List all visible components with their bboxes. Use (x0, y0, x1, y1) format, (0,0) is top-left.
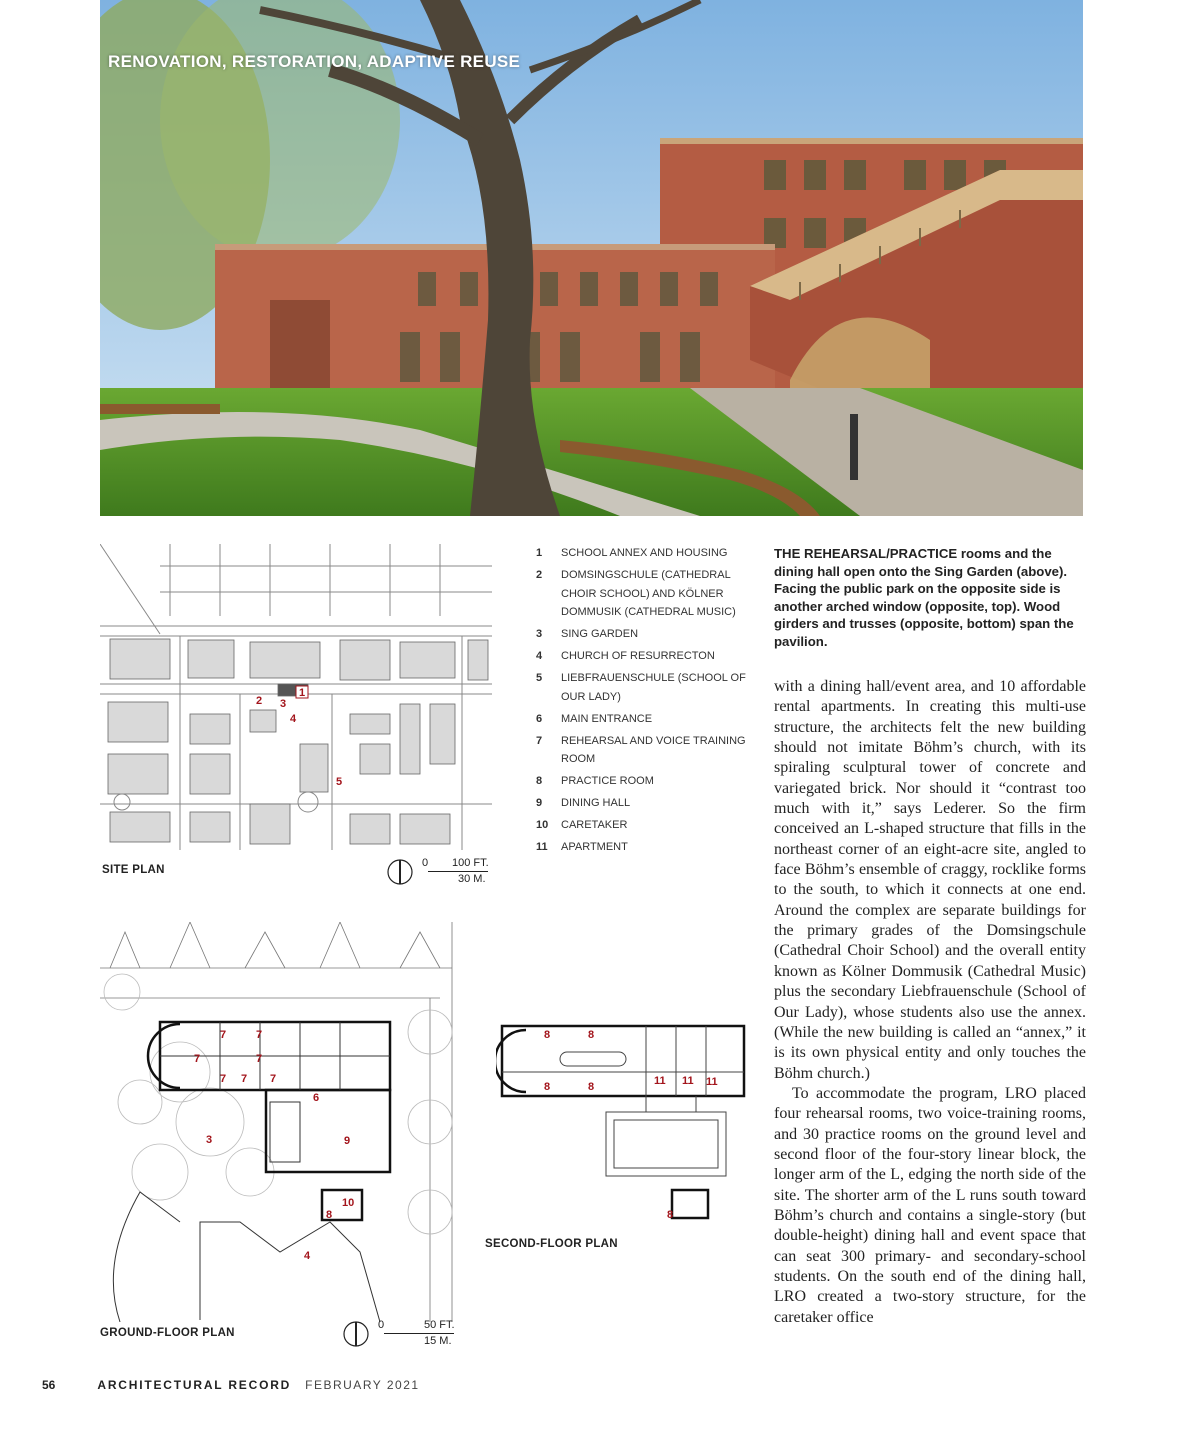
second-floor-drawing (496, 1022, 752, 1224)
legend-item: 7 REHEARSAL AND VOICE TRAINING ROOM (536, 734, 746, 765)
legend-item: 4 CHURCH OF RESURRECTON (536, 650, 715, 662)
legend-item: 6 MAIN ENTRANCE (536, 712, 653, 725)
section-tag: RENOVATION, RESTORATION, ADAPTIVE REUSE (108, 52, 521, 71)
second-marker-8e: 8 (667, 1209, 674, 1221)
body-paragraph-2: To accommodate the program, LRO placed four rehearsal rooms, two voice-training rooms, and 30 practice rooms on the ground level and second floor of the four-story linear block, the longer arm of the L, edging the north side of the site. The shorter arm of the L runs south toward Böhm’s church and contains a single-story (but double-height) dining hall and event space that can seat 300 primary- and secondary-school students. On the south end of the dining hall, LRO created a two-story structure, for the caretaker office (774, 1084, 1086, 1326)
legend-item: 1 SCHOOL ANNEX AND HOUSING (536, 547, 728, 559)
ground-marker-6: 6 (313, 1092, 320, 1104)
second-marker-8c: 8 (544, 1081, 551, 1093)
ground-marker-8: 8 (326, 1209, 333, 1221)
second-plan-label: SECOND-FLOOR PLAN (485, 1238, 618, 1250)
ground-marker-3: 3 (206, 1134, 213, 1146)
page-footer (42, 1378, 420, 1392)
ground-scale-zero: 0 (378, 1319, 385, 1331)
article-body (774, 677, 1086, 1328)
site-plan-drawing (100, 544, 492, 850)
ground-marker-7d: 7 (220, 1073, 227, 1085)
site-scale-m: 30 M. (458, 873, 486, 885)
site-marker-5: 5 (336, 776, 343, 788)
ground-scale (342, 1320, 462, 1350)
page-number: 56 (42, 1378, 56, 1392)
hero-photo (100, 0, 1083, 516)
caption-text: rooms and the dining hall open onto the Sing Garden (above). Facing the public park on the opposite side is another arched window (opposite, top). Wood girders and trusses (opposite, bottom) span the pavilion. (774, 546, 1074, 649)
caption-lead: THE REHEARSAL/PRACTICE (774, 546, 958, 561)
ground-marker-7g: 7 (256, 1053, 263, 1065)
ground-marker-10: 10 (342, 1197, 355, 1209)
site-plan-label: SITE PLAN (102, 864, 165, 876)
ground-marker-9: 9 (344, 1135, 351, 1147)
ground-floor-drawing (100, 922, 460, 1322)
legend-item: 9 DINING HALL (536, 797, 631, 809)
north-arrow-icon (386, 858, 416, 888)
issue-date: FEBRUARY 2021 (305, 1378, 420, 1392)
legend-item: 5 LIEBFRAUENSCHULE (SCHOOL OF OUR LADY) (536, 672, 746, 703)
site-scale-ft: 100 FT. (452, 857, 489, 869)
magazine-name: ARCHITECTURAL RECORD (97, 1378, 292, 1392)
ground-scale-m: 15 M. (424, 1335, 452, 1347)
scale-bar (428, 871, 488, 872)
legend-item: 8 PRACTICE ROOM (536, 775, 654, 787)
body-paragraph-1: with a dining hall/event area, and 10 affordable rental apartments. In creating this multi-use structure, the architects felt the new building should not imitate Böhm’s church, with its spiraling sculptural tower of concrete and variegated brick. Nor should it “contrast too much with it,” says Lederer. So the firm conceived an L-shaped structure that fills in the northeast corner of an eight-acre site, angled to face Böhm’s ensemble of craggy, rocklike forms to the south, to which it connects at one end. Around the complex are separate buildings for the primary grades of the Domsingschule (Cathedral Choir School) and the overall entity known as Kölner Dommusik (Cathedral Music) plus the secondary Liebfrauenschule (School of Our Lady), whose students also use the annex. (While the new building is called an “annex,” it is its own physical entity and only touches the Böhm church.) (774, 678, 1086, 1082)
ground-marker-4: 4 (304, 1250, 311, 1262)
site-plan (100, 544, 492, 850)
legend-item: 2 DOMSINGSCHULE (CATHEDRAL CHOIR SCHOOL) AND KÖLNER DOMMUSIK (CATHEDRAL MUSIC) (536, 569, 736, 618)
scale-bar (384, 1333, 454, 1334)
north-arrow-icon (342, 1320, 372, 1350)
ground-marker-7c: 7 (194, 1053, 201, 1065)
ground-marker-7f: 7 (270, 1073, 277, 1085)
second-marker-8b: 8 (588, 1029, 595, 1041)
site-scale-zero: 0 (422, 857, 429, 869)
plan-legend (536, 544, 756, 860)
legend-item: 10 CARETAKER (536, 819, 628, 831)
ground-marker-7a: 7 (220, 1029, 227, 1041)
second-marker-8a: 8 (544, 1029, 551, 1041)
legend-item: 11 APARTMENT (536, 841, 628, 853)
ground-marker-7e: 7 (241, 1073, 248, 1085)
site-marker-4: 4 (290, 713, 297, 725)
second-marker-11b: 11 (682, 1075, 694, 1087)
site-marker-1: 1 (299, 687, 306, 699)
second-marker-11c: 11 (706, 1076, 718, 1088)
second-marker-8d: 8 (588, 1081, 595, 1093)
site-marker-3: 3 (280, 698, 287, 710)
legend-item: 3 SING GARDEN (536, 628, 639, 640)
site-marker-2: 2 (256, 695, 263, 707)
ground-floor-plan (100, 922, 460, 1322)
second-marker-11a: 11 (654, 1075, 666, 1087)
site-scale (386, 858, 496, 888)
photo-caption (774, 545, 1086, 650)
ground-plan-label: GROUND-FLOOR PLAN (100, 1327, 235, 1339)
courtyard-illustration (100, 0, 1083, 516)
ground-marker-7b: 7 (256, 1029, 263, 1041)
second-floor-plan (496, 1022, 752, 1224)
ground-scale-ft: 50 FT. (424, 1319, 455, 1331)
